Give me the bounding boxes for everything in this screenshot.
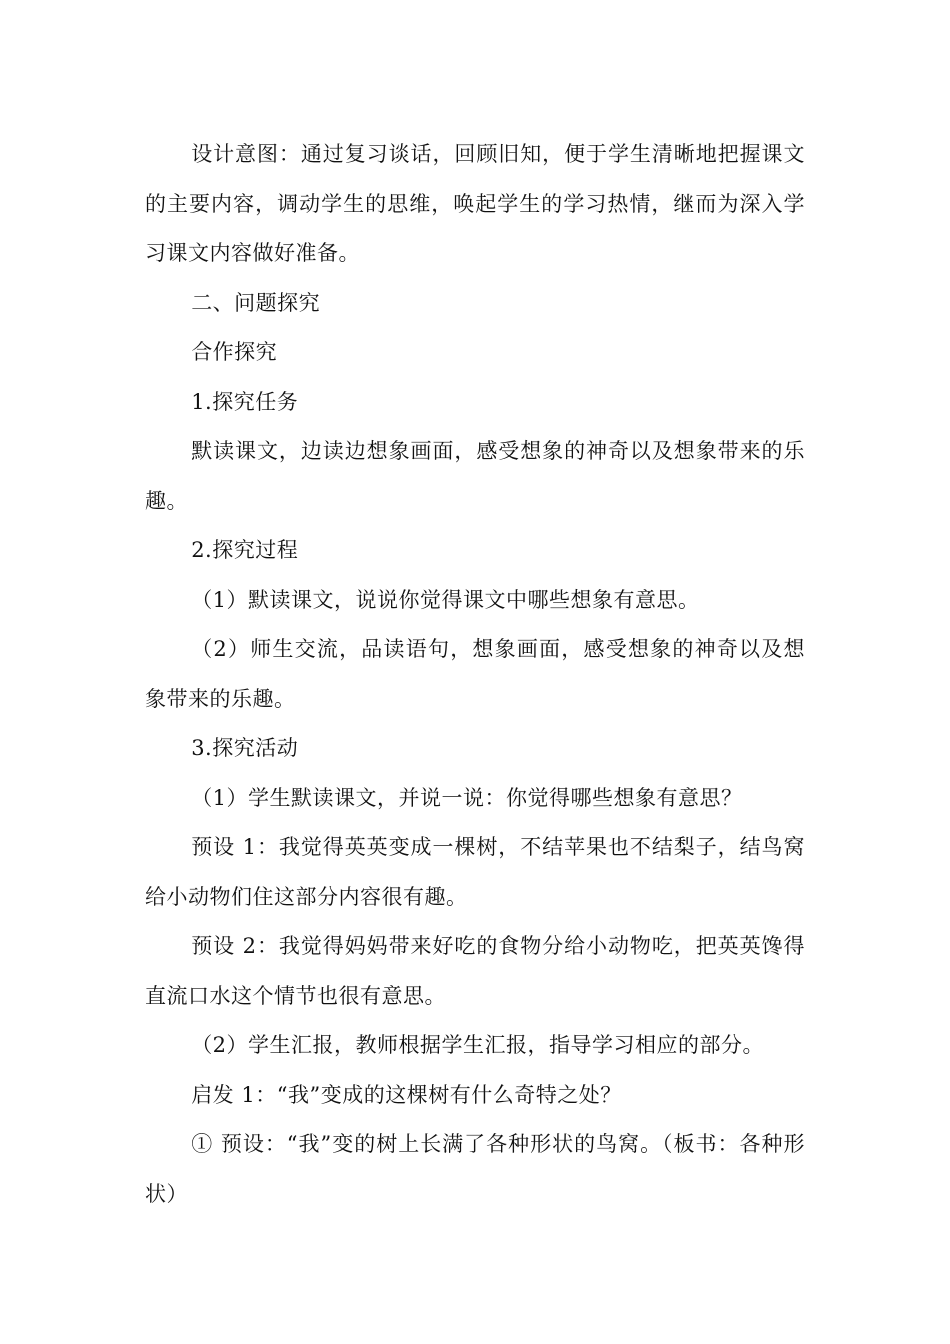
preset-1-paragraph: 预设 1：我觉得英英变成一棵树，不结苹果也不结梨子，结鸟窝给小动物们住这部分内容很有趣。 <box>145 835 805 909</box>
preset-2-paragraph: 预设 2：我觉得妈妈带来好吃的食物分给小动物吃，把英英馋得直流口水这个情节也很有意思。 <box>145 934 805 1008</box>
item-inquiry-process: 2.探究过程 <box>191 538 299 562</box>
item-inquiry-activity: 3.探究活动 <box>191 736 299 760</box>
design-intent-paragraph: 设计意图：通过复习谈话，回顾旧知，便于学生清晰地把握课文的主要内容，调动学生的思维，唤起学生的学习热情，继而为深入学习课文内容做好准备。 <box>145 142 805 265</box>
inquiry-task-paragraph: 默读课文，边读边想象画面，感受想象的神奇以及想象带来的乐趣。 <box>145 439 805 513</box>
process-step-2: （2）师生交流，品读语句，想象画面，感受想象的神奇以及想象带来的乐趣。 <box>145 637 805 711</box>
subheading-cooperative-inquiry: 合作探究 <box>191 340 278 364</box>
section-heading-problem-inquiry: 二、问题探究 <box>191 290 321 315</box>
activity-step-2: （2）学生汇报，教师根据学生汇报，指导学习相应的部分。 <box>191 1033 765 1057</box>
activity-step-1: （1）学生默读课文，并说一说：你觉得哪些想象有意思？ <box>191 785 743 810</box>
item-inquiry-task: 1.探究任务 <box>191 389 299 414</box>
inspiration-1-paragraph: 启发 1：“我”变成的这棵树有什么奇特之处？ <box>191 1082 622 1107</box>
preset-answer-paragraph: ① 预设：“我”变的树上长满了各种形状的鸟窝。（板书：各种形状） <box>145 1132 805 1206</box>
process-step-1: （1）默读课文，说说你觉得课文中哪些想象有意思。 <box>191 587 700 612</box>
document-body <box>145 130 805 1219</box>
